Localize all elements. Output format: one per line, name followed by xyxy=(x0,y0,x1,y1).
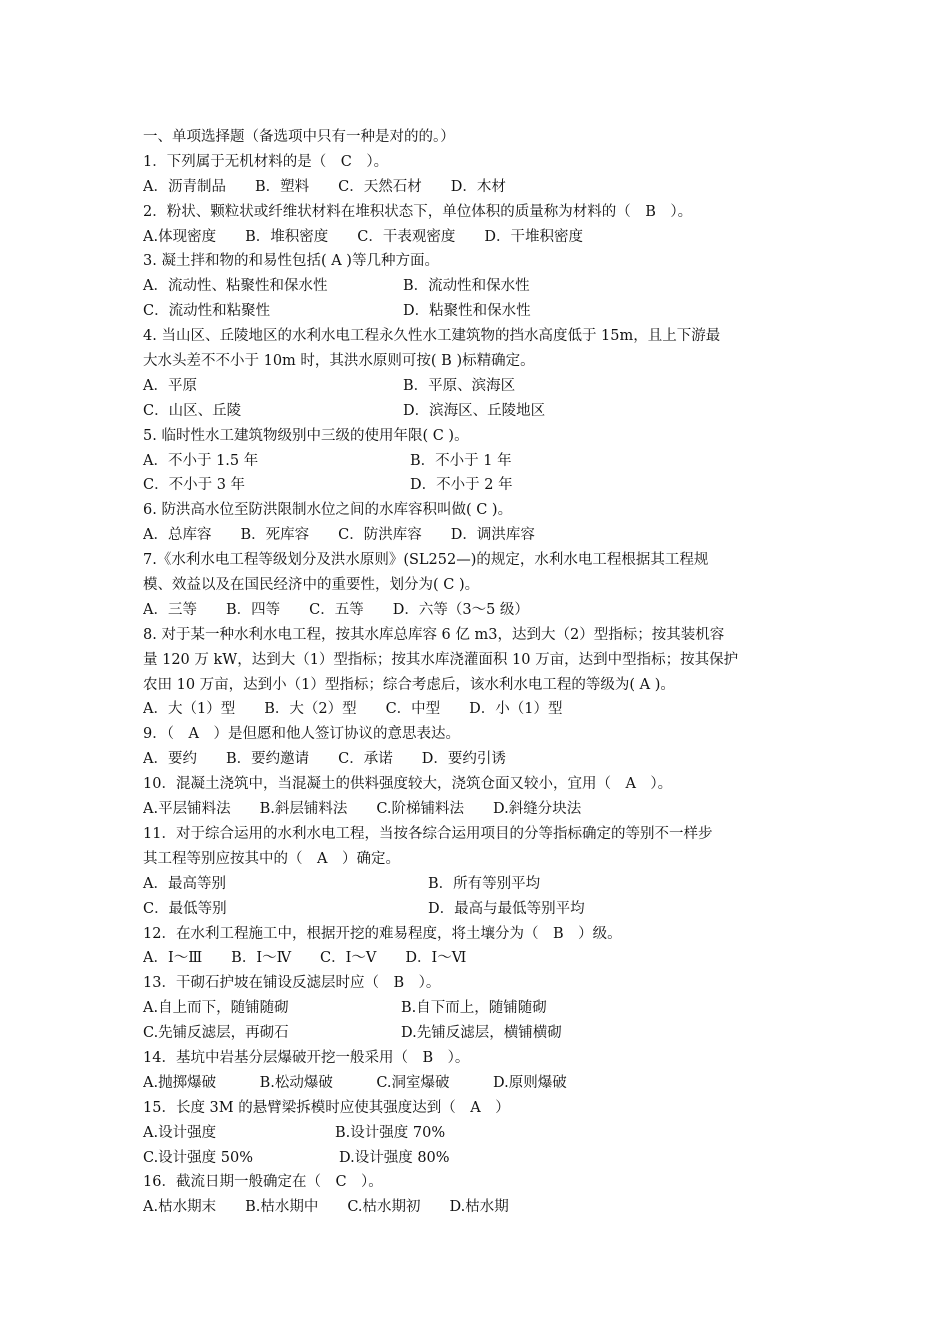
option-b: B.设计强度 70% xyxy=(335,1124,446,1141)
question-8-stem-line-3: 农田 10 万亩，达到小（1）型指标；综合考虑后，该水利水电工程的等级为( A )。 xyxy=(143,676,675,693)
option-a: A．最高等别 xyxy=(143,875,226,892)
question-5-stem: 5. 临时性水工建筑物级别中三级的使用年限( C )。 xyxy=(143,427,469,444)
exam-content xyxy=(143,125,813,1220)
question-7-stem-line-2: 模、效益以及在国民经济中的重要性，划分为( C )。 xyxy=(143,577,480,594)
question-15-options-row-2 xyxy=(143,1146,813,1171)
question-12-options: A．Ⅰ～Ⅲ B．Ⅰ～Ⅳ C．Ⅰ～Ⅴ D．Ⅰ～Ⅵ xyxy=(143,950,467,967)
option-d: D．最高与最低等别平均 xyxy=(428,900,585,917)
question-2-stem: 2．粉状、颗粒状或纤维状材料在堆积状态下，单位体积的质量称为材料的（ B ）。 xyxy=(143,203,693,220)
question-5-options-row-1 xyxy=(143,449,813,474)
option-b: B.自下而上，随铺随砌 xyxy=(401,1000,547,1017)
question-15-stem: 15．长度 3M 的悬臂梁拆模时应使其强度达到（ A ） xyxy=(143,1099,510,1116)
question-4-stem-line-1: 4. 当山区、丘陵地区的水利水电工程永久性水工建筑物的挡水高度低于 15m，且上下游最 xyxy=(143,328,721,345)
question-5-options-row-2 xyxy=(143,473,813,498)
option-b: B．所有等别平均 xyxy=(428,875,541,892)
option-a: A．流动性、粘聚性和保水性 xyxy=(143,278,328,295)
question-1-options: A．沥青制品 B．塑料 C．天然石材 D．木材 xyxy=(143,178,506,195)
question-14-options: A.抛掷爆破 B.松动爆破 C.洞室爆破 D.原则爆破 xyxy=(143,1074,567,1091)
question-7-stem-line-1: 7.《水利水电工程等级划分及洪水原则》(SL252—)的规定，水利水电工程根据其工程规 xyxy=(143,552,709,569)
option-b: B．不小于 1 年 xyxy=(410,452,512,469)
question-11-options-row-1 xyxy=(143,872,813,897)
option-d: D．不小于 2 年 xyxy=(410,477,513,494)
option-c: C．最低等别 xyxy=(143,900,227,917)
question-4-options-row-1 xyxy=(143,374,813,399)
question-16-options: A.枯水期末 B.枯水期中 C.枯水期初 D.枯水期 xyxy=(143,1199,509,1216)
option-d: D．滨海区、丘陵地区 xyxy=(403,402,546,419)
option-b: B．平原、滨海区 xyxy=(403,377,516,394)
question-8-stem-line-1: 8. 对于某一种水利水电工程，按其水库总库容 6 亿 m3，达到大（2）型指标；按其装机容 xyxy=(143,626,725,643)
question-13-options-row-2 xyxy=(143,1021,813,1046)
option-a: A.设计强度 xyxy=(143,1124,217,1141)
question-9-options: A．要约 B．要约邀请 C．承诺 D．要约引诱 xyxy=(143,751,506,768)
question-13-options-row-1 xyxy=(143,996,813,1021)
question-9-stem: 9．（ A ）是但愿和他人签订协议的意思表达。 xyxy=(143,726,460,743)
question-1-stem: 1．下列属于无机材料的是（ C ）。 xyxy=(143,153,389,170)
option-c: C.先铺反滤层，再砌石 xyxy=(143,1025,289,1042)
section-title: 一、单项选择题（备选项中只有一种是对的的。） xyxy=(143,129,455,145)
option-a: A．不小于 1.5 年 xyxy=(143,452,259,469)
question-6-stem: 6. 防洪高水位至防洪限制水位之间的水库容积叫做( C )。 xyxy=(143,502,513,519)
question-8-options: A．大（1）型 B．大（2）型 C．中型 D．小（1）型 xyxy=(143,701,563,718)
option-c: C．流动性和粘聚性 xyxy=(143,303,271,320)
question-11-stem-line-2: 其工程等别应按其中的（ A ）确定。 xyxy=(143,850,400,867)
question-3-stem: 3. 凝土拌和物的和易性包括( A )等几种方面。 xyxy=(143,253,439,270)
question-16-stem: 16．截流日期一般确定在（ C ）。 xyxy=(143,1174,383,1191)
question-3-options-row-1 xyxy=(143,274,813,299)
option-d: D.先铺反滤层，横铺横砌 xyxy=(401,1025,562,1042)
option-d: D.设计强度 80% xyxy=(339,1149,450,1166)
question-3-options-row-2 xyxy=(143,299,813,324)
question-2-options: A.体现密度 B．堆积密度 C．干表观密度 D．干堆积密度 xyxy=(143,228,583,245)
option-d: D．粘聚性和保水性 xyxy=(403,303,531,320)
option-b: B．流动性和保水性 xyxy=(403,278,530,295)
question-10-options: A.平层铺料法 B.斜层铺料法 C.阶梯铺料法 D.斜缝分块法 xyxy=(143,801,582,818)
question-7-options: A．三等 B．四等 C．五等 D．六等（3～5 级） xyxy=(143,601,529,618)
question-14-stem: 14．基坑中岩基分层爆破开挖一般采用（ B ）。 xyxy=(143,1049,470,1066)
question-6-options: A．总库容 B．死库容 C．防洪库容 D．调洪库容 xyxy=(143,527,535,544)
question-12-stem: 12．在水利工程施工中，根据开挖的难易程度，将土壤分为（ B ）级。 xyxy=(143,925,622,942)
option-c: C.设计强度 50% xyxy=(143,1149,254,1166)
question-10-stem: 10．混凝土浇筑中，当混凝土的供料强度较大，浇筑仓面又较小，宜用（ A ）。 xyxy=(143,776,673,793)
option-c: C．不小于 3 年 xyxy=(143,477,246,494)
question-4-stem-line-2: 大水头差不不小于 10m 时，其洪水原则可按( B )标精确定。 xyxy=(143,353,535,370)
option-a: A.自上而下，随铺随砌 xyxy=(143,1000,289,1017)
question-8-stem-line-2: 量 120 万 kW，达到大（1）型指标；按其水库浇灌面积 10 万亩，达到中型指标；按其保护 xyxy=(143,651,739,668)
option-c: C．山区、丘陵 xyxy=(143,402,242,419)
option-a: A．平原 xyxy=(143,377,197,394)
question-13-stem: 13．干砌石护坡在铺设反滤层时应（ B ）。 xyxy=(143,975,441,992)
question-11-options-row-2 xyxy=(143,897,813,922)
question-11-stem-line-1: 11．对于综合运用的水利水电工程，当按各综合运用项目的分等指标确定的等别不一样步 xyxy=(143,825,713,842)
question-4-options-row-2 xyxy=(143,399,813,424)
question-15-options-row-1 xyxy=(143,1121,813,1146)
